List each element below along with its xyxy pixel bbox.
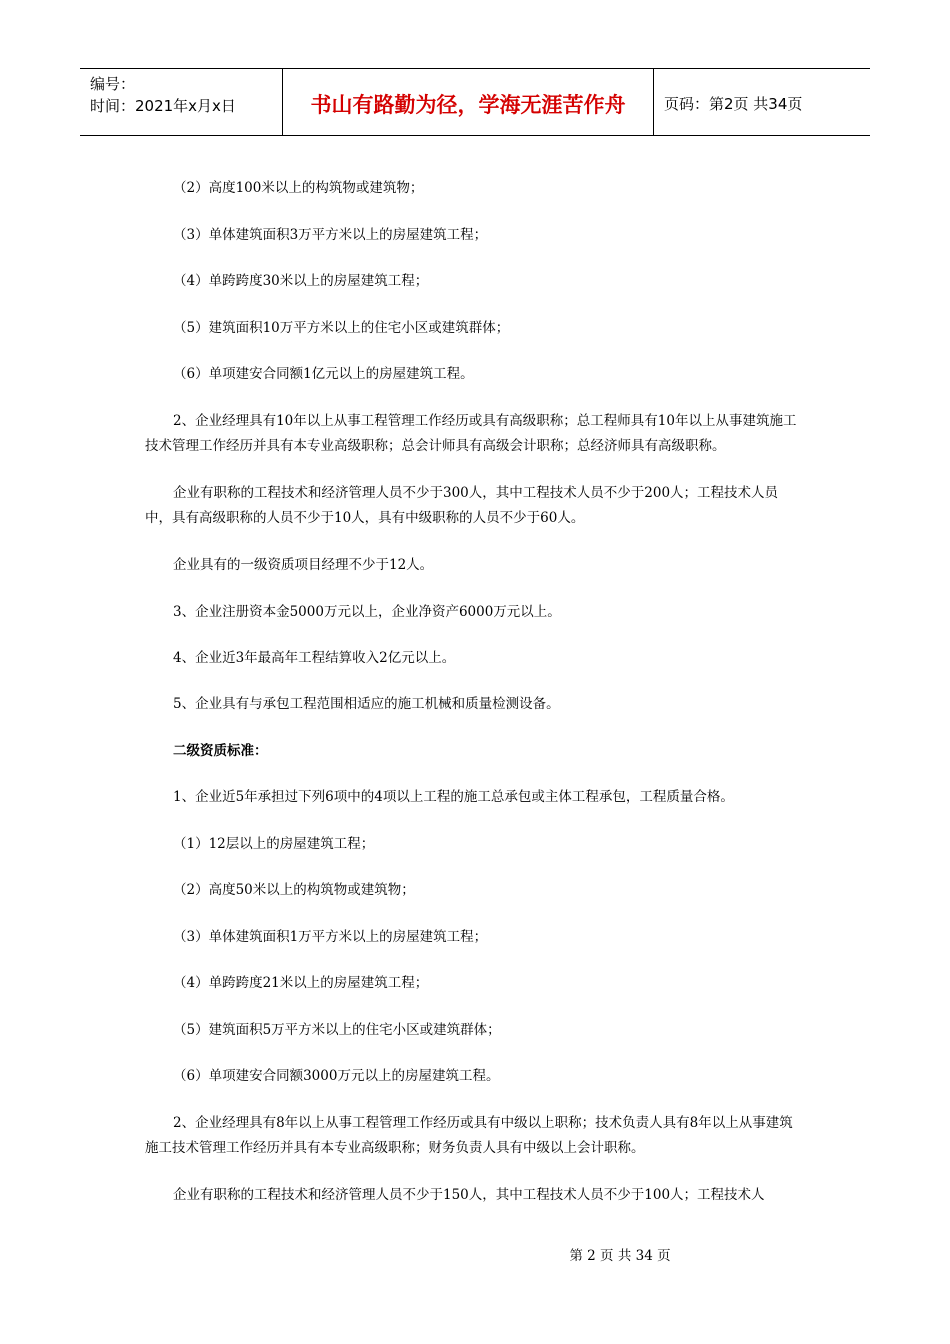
paragraph: （3）单体建筑面积3万平方米以上的房屋建筑工程；	[173, 227, 488, 243]
paragraph: 企业有职称的工程技术和经济管理人员不少于300人，其中工程技术人员不少于200人；工程技术人员中，具有高级职称的人员不少于10人，具有中级职称的人员不少于60人。	[145, 485, 779, 526]
paragraph: （5）建筑面积10万平方米以上的住宅小区或建筑群体；	[173, 320, 510, 336]
paragraph: 3、企业注册资本金5000万元以上，企业净资产6000万元以上。	[173, 604, 561, 620]
footer-page-number: 第 2 页 共 34 页	[569, 1248, 671, 1264]
page-footer	[0, 1244, 950, 1264]
paragraph: 5、企业具有与承包工程范围相适应的施工机械和质量检测设备。	[173, 696, 560, 712]
document-number-label: 编号：	[90, 75, 136, 93]
paragraph: 2、企业经理具有8年以上从事工程管理工作经历或具有中级以上职称；技术负责人具有8年以上从事建筑施工技术管理工作经历并具有本专业高级职称；财务负责人具有中级以上会计职称。	[145, 1115, 793, 1156]
document-time-label: 时间：2021年x月x日	[90, 97, 236, 115]
paragraph: （6）单项建安合同额3000万元以上的房屋建筑工程。	[173, 1068, 500, 1084]
paragraph: （2）高度100米以上的构筑物或建筑物；	[173, 180, 424, 196]
paragraph: （6）单项建安合同额1亿元以上的房屋建筑工程。	[173, 366, 474, 382]
header-motto: 书山有路勤为径，学海无涯苦作舟	[310, 93, 626, 117]
paragraph: （3）单体建筑面积1万平方米以上的房屋建筑工程；	[173, 929, 488, 945]
paragraph: 1、企业近5年承担过下列6项中的4项以上工程的施工总承包或主体工程承包，工程质量合格。	[173, 789, 734, 805]
header-page-cell	[654, 69, 870, 135]
paragraph: 4、企业近3年最高年工程结算收入2亿元以上。	[173, 650, 456, 666]
page-header	[80, 68, 870, 136]
header-meta-cell	[80, 69, 282, 135]
paragraph: 企业有职称的工程技术和经济管理人员不少于150人，其中工程技术人员不少于100人；工程技术人	[173, 1187, 765, 1203]
paragraph: 企业具有的一级资质项目经理不少于12人。	[173, 557, 434, 573]
paragraph: （1）12层以上的房屋建筑工程；	[173, 836, 375, 852]
paragraph: （4）单跨跨度30米以上的房屋建筑工程；	[173, 273, 429, 289]
section-heading: 二级资质标准：	[173, 743, 268, 759]
paragraph: 2、企业经理具有10年以上从事工程管理工作经历或具有高级职称；总工程师具有10年以上从事建筑施工技术管理工作经历并具有本专业高级职称；总会计师具有高级会计职称；总经济师具有高级职称。	[145, 413, 797, 454]
header-motto-cell	[282, 69, 654, 135]
paragraph: （5）建筑面积5万平方米以上的住宅小区或建筑群体；	[173, 1022, 501, 1038]
header-page-code: 页码：第2页 共34页	[664, 94, 803, 113]
paragraph: （2）高度50米以上的构筑物或建筑物；	[173, 882, 415, 898]
paragraph: （4）单跨跨度21米以上的房屋建筑工程；	[173, 975, 429, 991]
